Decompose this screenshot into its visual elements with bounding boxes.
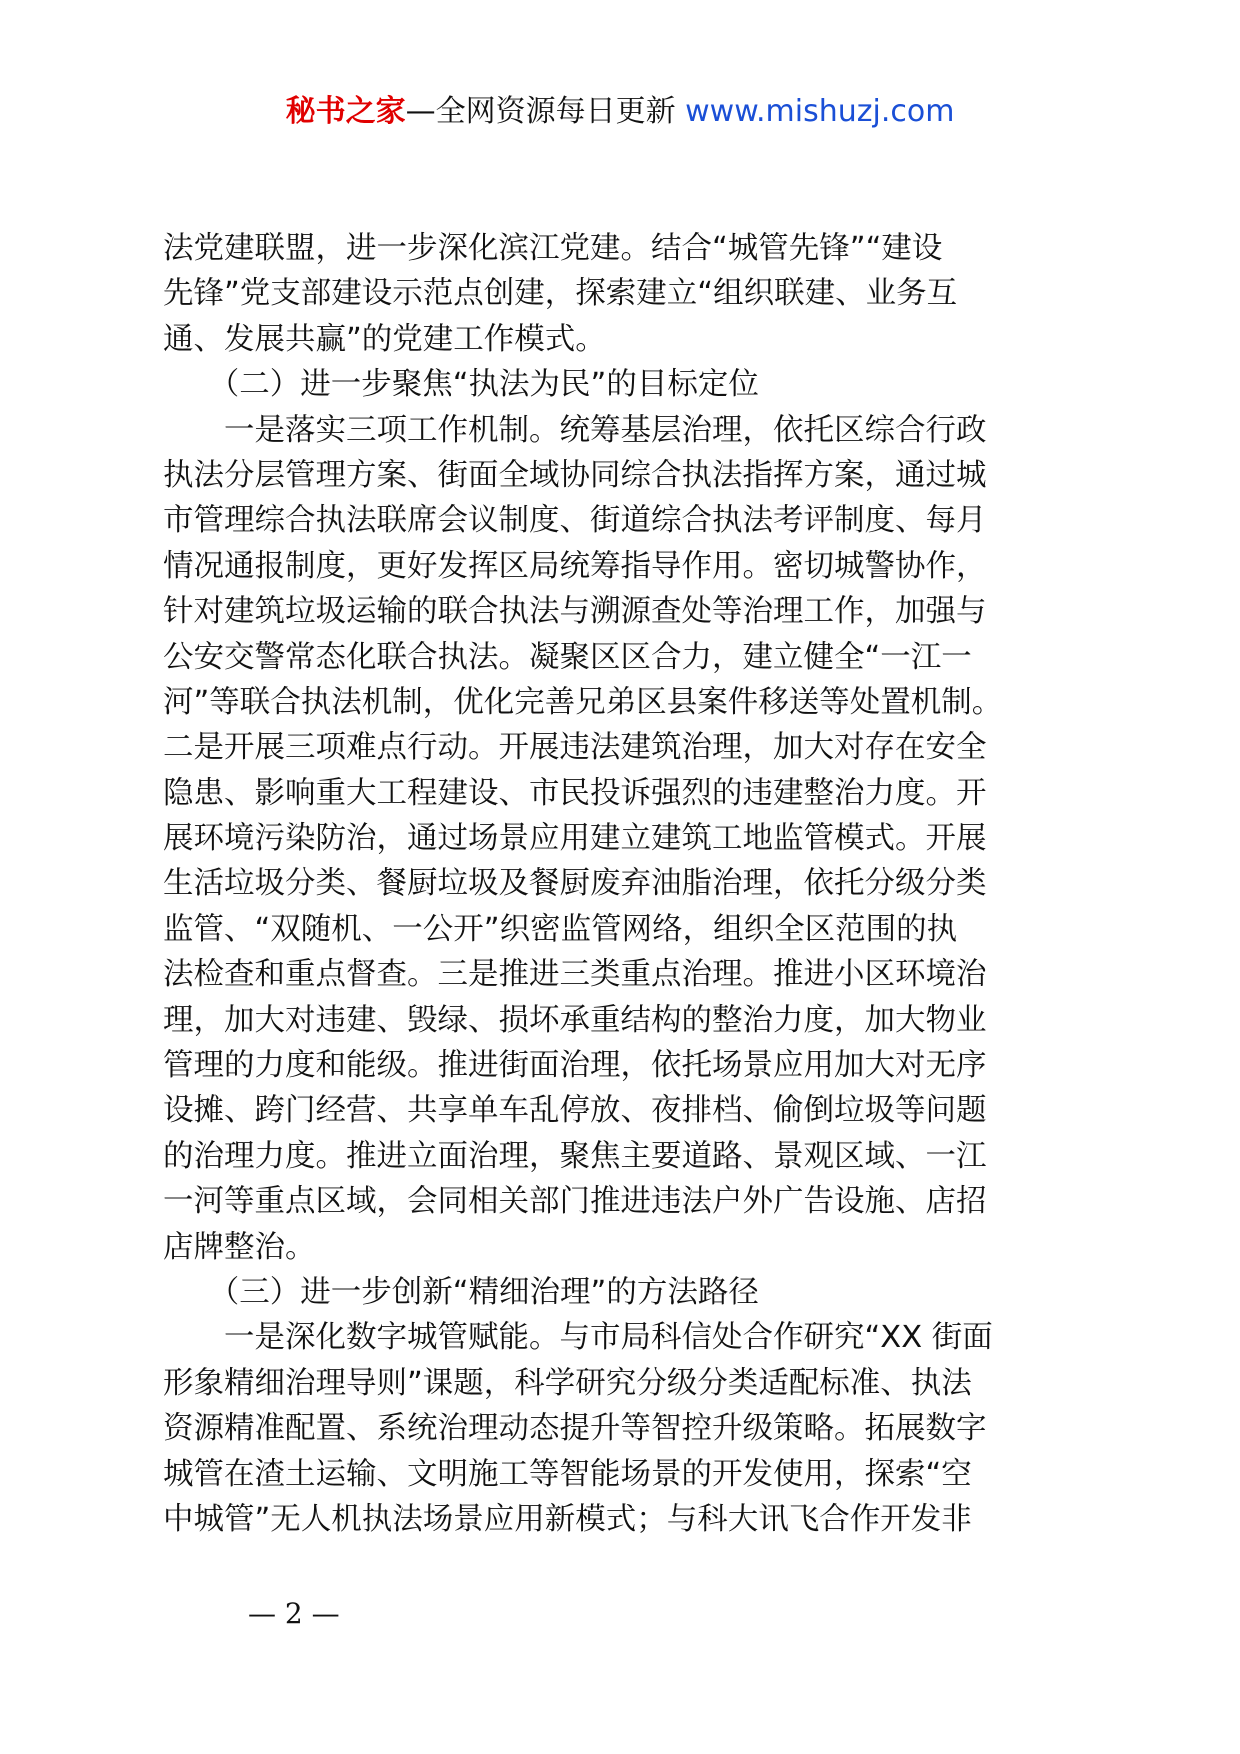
text-line: 的治理力度。推进立面治理，聚焦主要道路、景观区域、一江 xyxy=(163,1138,987,1174)
text-line: 管理的力度和能级。推进街面治理，依托场景应用加大对无序 xyxy=(163,1048,987,1084)
text-line: 法检查和重点督查。三是推进三类重点治理。推进小区环境治 xyxy=(163,957,987,993)
header-tagline: —全网资源每日更新 xyxy=(405,94,686,129)
text-line: 二是开展三项难点行动。开展违法建筑治理，加大对存在安全 xyxy=(163,730,987,766)
text-line: 公安交警常态化联合执法。凝聚区区合力，建立健全“一江一 xyxy=(163,639,972,675)
text-line: 一河等重点区域，会同相关部门推进违法户外广告设施、店招 xyxy=(163,1184,987,1220)
text-line: 市管理综合执法联席会议制度、街道综合执法考评制度、每月 xyxy=(163,503,987,539)
section-heading: （二）进一步聚焦“执法为民”的目标定位 xyxy=(163,367,759,403)
text-line: 河”等联合执法机制，优化完善兄弟区县案件移送等处置机制。 xyxy=(163,684,1003,720)
header-brand: 秘书之家 xyxy=(285,94,406,129)
text-line: 一是深化数字城管赋能。与市局科信处合作研究“XX 街面 xyxy=(163,1320,993,1356)
text-line: 针对建筑垃圾运输的联合执法与溯源查处等治理工作，加强与 xyxy=(163,594,987,630)
text-line: 通、发展共赢”的党建工作模式。 xyxy=(163,321,606,357)
text-line: 生活垃圾分类、餐厨垃圾及餐厨废弃油脂治理，依托分级分类 xyxy=(163,866,987,902)
text-line: 城管在渣土运输、文明施工等智能场景的开发使用，探索“空 xyxy=(163,1456,972,1492)
text-line: 中城管”无人机执法场景应用新模式；与科大讯飞合作开发非 xyxy=(163,1501,972,1537)
text-line: 情况通报制度，更好发挥区局统筹指导作用。密切城警协作， xyxy=(163,548,987,584)
section-heading: （三）进一步创新“精细治理”的方法路径 xyxy=(163,1274,759,1310)
header-url-link[interactable]: www.mishuzj.com xyxy=(685,94,955,129)
page-number: — 2 — xyxy=(248,1597,340,1630)
text-line: 资源精准配置、系统治理动态提升等智控升级策略。拓展数字 xyxy=(163,1411,987,1447)
text-line: 法党建联盟，进一步深化滨江党建。结合“城管先锋”“建设 xyxy=(163,231,943,266)
text-line: 隐患、影响重大工程建设、市民投诉强烈的违建整治力度。开 xyxy=(163,775,987,811)
text-line: 店牌整治。 xyxy=(163,1229,316,1265)
text-line: 执法分层管理方案、街面全域协同综合执法指挥方案，通过城 xyxy=(163,457,987,493)
text-line: 设摊、跨门经营、共享单车乱停放、夜排档、偷倒垃圾等问题 xyxy=(163,1093,987,1129)
text-line: 监管、“双随机、一公开”织密监管网络，组织全区范围的执 xyxy=(163,911,958,947)
text-line: 先锋”党支部建设示范点创建，探索建立“组织联建、业务互 xyxy=(163,276,958,312)
text-line: 一是落实三项工作机制。统筹基层治理，依托区综合行政 xyxy=(163,412,987,448)
text-line: 理，加大对违建、毁绿、损坏承重结构的整治力度，加大物业 xyxy=(163,1002,987,1038)
text-line: 展环境污染防治，通过场景应用建立建筑工地监管模式。开展 xyxy=(163,821,987,857)
document-body xyxy=(163,226,1089,1542)
text-line: 形象精细治理导则”课题，科学研究分级分类适配标准、执法 xyxy=(163,1365,972,1401)
page-header xyxy=(0,92,1240,132)
